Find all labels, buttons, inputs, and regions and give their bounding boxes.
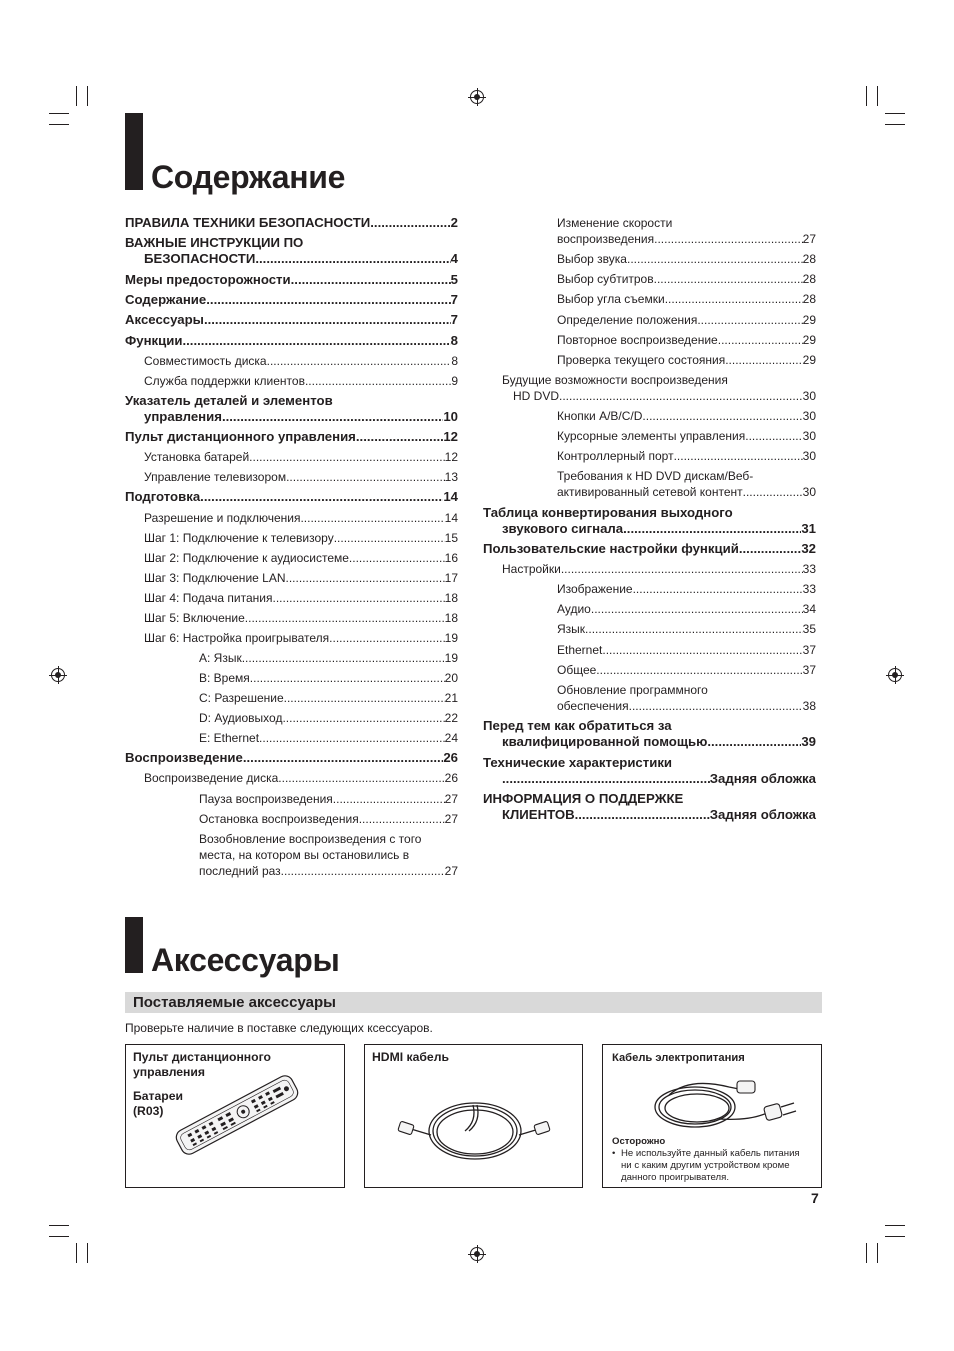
toc-entry[interactable]: [483, 541, 816, 557]
crop-mark: [877, 86, 878, 106]
toc-entry[interactable]: [125, 429, 458, 445]
toc-entry[interactable]: [199, 730, 458, 746]
page-title: Содержание: [151, 159, 346, 195]
toc-entry-title: квалифицированной помощью: [502, 734, 708, 749]
subsection-header: [125, 992, 822, 1013]
crop-mark: [885, 124, 905, 125]
remote-label-line1: Пульт дистанционного: [133, 1050, 271, 1064]
toc-entry[interactable]: [144, 610, 458, 626]
toc-page-number: 32: [801, 541, 816, 556]
crop-mark: [885, 113, 905, 114]
toc-entry[interactable]: [557, 621, 816, 637]
toc-page-number: 24: [444, 731, 458, 745]
toc-page-number: 37: [802, 663, 816, 677]
toc-leader-dots: [575, 807, 710, 823]
registration-mark-icon: [888, 668, 902, 682]
toc-page-number: 12: [444, 450, 458, 464]
toc-entry-text: Изменение скорости: [557, 216, 673, 230]
toc-entry[interactable]: [557, 352, 816, 368]
toc-entry[interactable]: [502, 807, 816, 823]
toc-page-number: 5: [450, 272, 458, 287]
toc-page-number: 18: [444, 611, 458, 625]
toc-entry-title: Определение положения: [557, 313, 698, 327]
toc-entry[interactable]: [557, 271, 816, 287]
toc-entry-title: Установка батарей: [144, 450, 250, 464]
toc-page-number: 21: [444, 691, 458, 705]
toc-page-number: 30: [802, 429, 816, 443]
toc-entry-title: активированный сетевой контент: [557, 485, 743, 499]
toc-entry[interactable]: [125, 292, 458, 308]
toc-entry[interactable]: [502, 734, 816, 750]
toc-entry[interactable]: [557, 484, 816, 500]
toc-entry-text: Будущие возможности воспроизведения: [502, 373, 728, 387]
toc-entry[interactable]: [125, 750, 458, 766]
toc-entry[interactable]: [199, 670, 458, 686]
toc-entry-text: ИНФОРМАЦИЯ О ПОДДЕРЖКЕ: [483, 791, 684, 806]
registration-mark-icon: [470, 1247, 484, 1261]
crop-mark: [76, 86, 77, 106]
toc-entry[interactable]: [125, 272, 458, 288]
toc-leader-dots: [559, 388, 803, 404]
toc-entry-title: БЕЗОПАСНОСТИ: [144, 251, 256, 266]
toc-page-number: 30: [802, 389, 816, 403]
toc-leader-dots: [654, 271, 803, 287]
toc-entry[interactable]: [144, 570, 458, 586]
toc-leader-dots: [267, 353, 452, 369]
toc-page-number: 7: [450, 292, 458, 307]
toc-entry[interactable]: [144, 550, 458, 566]
toc-entry-title: Проверка текущего состояния: [557, 353, 726, 367]
toc-page-number: 8: [451, 354, 458, 368]
toc-page-number: 35: [802, 622, 816, 636]
crop-mark: [885, 1225, 905, 1226]
toc-entry-title: Курсорные элементы управления: [557, 429, 746, 443]
crop-mark: [76, 1243, 77, 1263]
toc-leader-dots: [204, 312, 451, 328]
toc-entry-title: Аксессуары: [125, 312, 204, 327]
toc-entry-title: Воспроизведение: [125, 750, 243, 765]
crop-mark: [866, 1243, 867, 1263]
toc-entry[interactable]: [557, 448, 816, 464]
toc-entry-title: Выбор угла съемки: [557, 292, 665, 306]
toc-page-number: 38: [802, 699, 816, 713]
toc-leader-dots: [291, 272, 451, 288]
toc-entry-title: Служба поддержки клиентов: [144, 374, 305, 388]
toc-leader-dots: [359, 811, 445, 827]
toc-page-number: 30: [802, 449, 816, 463]
toc-entry[interactable]: [513, 388, 816, 404]
toc-entry-title: A: Язык: [199, 651, 242, 665]
power-cable-icon: [649, 1069, 799, 1135]
toc-leader-dots: [633, 581, 803, 597]
batteries-label-line2: (R03): [133, 1104, 164, 1118]
registration-mark-icon: [470, 90, 484, 104]
toc-leader-dots: [697, 312, 802, 328]
toc-entry-title: D: Аудиовыход: [199, 711, 283, 725]
toc-entry-title: ПРАВИЛА ТЕХНИКИ БЕЗОПАСНОСТИ: [125, 215, 371, 230]
toc-page-number: 20: [444, 671, 458, 685]
toc-entry-title: Шаг 3: Подключение LAN: [144, 571, 286, 585]
hdmi-cable-icon: [395, 1085, 555, 1175]
toc-page-number: 14: [444, 511, 458, 525]
toc-page-number: 4: [450, 251, 458, 266]
toc-leader-dots: [627, 251, 803, 267]
crop-mark: [866, 86, 867, 106]
toc-page-number: 28: [802, 272, 816, 286]
toc-page-number: 27: [802, 232, 816, 246]
toc-entry-text: Требования к HD DVD дискам/Веб-: [557, 469, 754, 483]
toc-page-number: 28: [802, 292, 816, 306]
toc-leader-dots: [305, 373, 451, 389]
toc-page-number: 19: [444, 651, 458, 665]
subsection-title: Поставляемые аксессуары: [133, 994, 336, 1011]
toc-page-number: 16: [444, 551, 458, 565]
toc-entry[interactable]: [557, 698, 816, 714]
crop-mark: [49, 113, 69, 114]
toc-entry[interactable]: [557, 408, 816, 424]
toc-page-number: 17: [444, 571, 458, 585]
toc-leader-dots: [286, 469, 445, 485]
toc-leader-dots: [281, 863, 445, 879]
toc-entry[interactable]: [502, 771, 816, 787]
toc-page-number: Задняя обложка: [709, 771, 816, 786]
intro-text: Проверьте наличие в поставке следующих ксессуаров.: [125, 1021, 433, 1035]
toc-leader-dots: [243, 750, 443, 766]
toc-entry[interactable]: [557, 251, 816, 267]
toc-entry-title: HD DVD: [513, 389, 560, 403]
toc-leader-dots: [725, 352, 802, 368]
toc-entry-title: C: Разрешение: [199, 691, 284, 705]
toc-leader-dots: [245, 610, 445, 626]
toc-entry[interactable]: [144, 251, 458, 267]
toc-page-number: 26: [443, 750, 458, 765]
hdmi-label: HDMI кабель: [372, 1050, 449, 1064]
toc-leader-dots: [596, 662, 802, 678]
heading-bar: [125, 917, 143, 973]
toc-entry-title: Настройки: [502, 562, 561, 576]
toc-leader-dots: [249, 449, 444, 465]
batteries-label-line1: Батареи: [133, 1089, 183, 1103]
toc-leader-dots: [602, 642, 802, 658]
toc-leader-dots: [329, 630, 444, 646]
toc-entry-title: обеспечения: [557, 699, 629, 713]
remote-label-line2: управления: [133, 1065, 206, 1079]
toc-leader-dots: [642, 408, 802, 424]
toc-page-number: 22: [444, 711, 458, 725]
toc-leader-dots: [333, 791, 445, 807]
crop-mark: [877, 1243, 878, 1263]
crop-mark: [49, 1236, 69, 1237]
toc-entry[interactable]: [557, 291, 816, 307]
toc-page-number: 2: [450, 215, 458, 230]
toc-page-number: 9: [451, 374, 458, 388]
toc-leader-dots: [200, 489, 443, 505]
toc-page-number: 30: [802, 485, 816, 499]
toc-entry-title: Выбор субтитров: [557, 272, 654, 286]
toc-entry-text: Таблица конвертирования выходного: [483, 505, 733, 520]
toc-leader-dots: [739, 541, 802, 557]
crop-mark: [885, 1236, 905, 1237]
toc-leader-dots: [585, 621, 803, 637]
power-cable-label: Кабель электропитания: [612, 1052, 745, 1064]
toc-entry[interactable]: [557, 428, 816, 444]
toc-entry-title: воспроизведения: [557, 232, 655, 246]
toc-entry[interactable]: [144, 449, 458, 465]
toc-page-number: 7: [450, 312, 458, 327]
remote-control-icon: [170, 1073, 304, 1157]
caution-line1: Не используйте данный кабель питания: [621, 1148, 800, 1159]
toc-entry-title: Язык: [557, 622, 586, 636]
caution-line3: данного проигрывателя.: [621, 1172, 729, 1183]
toc-page-number: 27: [444, 864, 458, 878]
heading-bar: [125, 113, 143, 190]
toc-page-number: 39: [801, 734, 816, 749]
toc-page-number: 12: [443, 429, 458, 444]
toc-leader-dots: [629, 698, 803, 714]
toc-entry[interactable]: [557, 231, 816, 247]
toc-entry[interactable]: [557, 642, 816, 658]
toc-page-number: 29: [802, 333, 816, 347]
toc-leader-dots: [370, 215, 450, 231]
registration-mark-icon: [51, 668, 65, 682]
toc-entry-title: Аудио: [557, 602, 591, 616]
toc-entry-title: Ethernet: [557, 643, 603, 657]
toc-entry-title: Остановка воспроизведения: [199, 812, 359, 826]
power-cable-box: [602, 1044, 822, 1188]
toc-entry-title: Шаг 6: Настройка проигрывателя: [144, 631, 330, 645]
toc-leader-dots: [349, 550, 445, 566]
crop-mark: [87, 86, 88, 106]
section-title: Аксессуары: [151, 942, 340, 978]
toc-entry-title: Шаг 4: Подача питания: [144, 591, 273, 605]
toc-entry-title: Кнопки A/B/C/D: [557, 409, 643, 423]
toc-page-number: 31: [801, 521, 816, 536]
toc-leader-dots: [206, 292, 450, 308]
toc-entry-text: Перед тем как обратиться за: [483, 718, 672, 733]
toc-page-number: Задняя обложка: [709, 807, 816, 822]
toc-entry-title: E: Ethernet: [199, 731, 260, 745]
toc-entry[interactable]: [144, 630, 458, 646]
toc-leader-dots: [284, 690, 445, 706]
toc-entry[interactable]: [557, 312, 816, 328]
hdmi-cable-box: [364, 1044, 583, 1188]
toc-leader-dots: [674, 448, 803, 464]
toc-page-number: 10: [443, 409, 458, 424]
toc-leader-dots: [502, 771, 710, 787]
toc-entry[interactable]: [125, 333, 458, 349]
toc-page-number: 8: [450, 333, 458, 348]
toc-leader-dots: [259, 730, 445, 746]
toc-entry[interactable]: [199, 791, 458, 807]
toc-page-number: 29: [802, 313, 816, 327]
toc-entry[interactable]: [199, 811, 458, 827]
toc-leader-dots: [250, 670, 445, 686]
toc-page-number: 33: [802, 562, 816, 576]
toc-leader-dots: [623, 521, 801, 537]
toc-entry-text: Технические характеристики: [483, 755, 673, 770]
toc-entry-title: Выбор звука: [557, 252, 627, 266]
toc-entry-text: Обновление программного: [557, 683, 708, 697]
caution-line2: ни с каким другим устройством кроме: [621, 1160, 790, 1171]
toc-entry[interactable]: [144, 353, 458, 369]
toc-entry-title: Пауза воспроизведения: [199, 792, 333, 806]
toc-leader-dots: [278, 770, 444, 786]
toc-entry-title: Повторное воспроизведение: [557, 333, 718, 347]
toc-leader-dots: [745, 428, 802, 444]
toc-leader-dots: [654, 231, 803, 247]
toc-entry-title: Шаг 5: Включение: [144, 611, 245, 625]
toc-entry[interactable]: [144, 510, 458, 526]
toc-entry-title: Управление телевизором: [144, 470, 287, 484]
toc-page-number: 13: [444, 470, 458, 484]
toc-entry-title: Меры предосторожности: [125, 272, 291, 287]
toc-leader-dots: [591, 601, 803, 617]
toc-entry[interactable]: [144, 373, 458, 389]
toc-page-number: 14: [443, 489, 458, 504]
toc-page-number: 15: [444, 531, 458, 545]
toc-leader-dots: [273, 590, 445, 606]
toc-entry[interactable]: [557, 581, 816, 597]
toc-page-number: 26: [444, 771, 458, 785]
toc-entry-title: Разрешение и подключения: [144, 511, 301, 525]
toc-entry-title: Воспроизведение диска: [144, 771, 279, 785]
toc-entry[interactable]: [502, 521, 816, 537]
toc-entry-text: места, на котором вы остановились в: [199, 848, 410, 862]
toc-entry-title: Содержание: [125, 292, 207, 307]
toc-entry[interactable]: [144, 770, 458, 786]
toc-entry[interactable]: [199, 863, 458, 879]
toc-entry[interactable]: [144, 530, 458, 546]
toc-entry[interactable]: [144, 469, 458, 485]
toc-entry[interactable]: [199, 710, 458, 726]
toc-entry-title: Контроллерный порт: [557, 449, 674, 463]
toc-entry-title: Пульт дистанционного управления: [125, 429, 356, 444]
toc-leader-dots: [242, 650, 445, 666]
toc-leader-dots: [718, 332, 803, 348]
caution-title: Осторожно: [612, 1136, 666, 1147]
toc-leader-dots: [743, 484, 803, 500]
toc-entry[interactable]: [557, 601, 816, 617]
toc-leader-dots: [707, 734, 801, 750]
toc-entry-title: звукового сигнала: [502, 521, 624, 536]
toc-entry-title: Общее: [557, 663, 597, 677]
toc-entry-title: Подготовка: [125, 489, 201, 504]
toc-entry-text: ВАЖНЫЕ ИНСТРУКЦИИ ПО: [125, 235, 304, 250]
toc-entry-title: управления: [144, 409, 222, 424]
toc-entry-title: B: Время: [199, 671, 250, 685]
toc-page-number: 29: [802, 353, 816, 367]
toc-page-number: 34: [802, 602, 816, 616]
toc-page-number: 37: [802, 643, 816, 657]
toc-page-number: 30: [802, 409, 816, 423]
toc-leader-dots: [222, 409, 443, 425]
bullet-icon: •: [612, 1148, 616, 1159]
toc-entry[interactable]: [125, 312, 458, 328]
toc-leader-dots: [182, 333, 450, 349]
toc-leader-dots: [561, 561, 803, 577]
toc-page-number: 18: [444, 591, 458, 605]
toc-entry-title: последний раз: [199, 864, 281, 878]
toc-page-number: 28: [802, 252, 816, 266]
toc-page-number: 19: [444, 631, 458, 645]
toc-leader-dots: [282, 710, 444, 726]
crop-mark: [49, 1225, 69, 1226]
toc-page-number: 27: [444, 792, 458, 806]
toc-page-number: 33: [802, 582, 816, 596]
toc-entry-title: Совместимость диска: [144, 354, 267, 368]
toc-entry[interactable]: [502, 561, 816, 577]
toc-entry-title: КЛИЕНТОВ: [502, 807, 575, 822]
toc-entry[interactable]: [557, 662, 816, 678]
toc-leader-dots: [334, 530, 445, 546]
toc-leader-dots: [665, 291, 803, 307]
toc-entry-title: Изображение: [557, 582, 633, 596]
crop-mark: [87, 1243, 88, 1263]
page-number: 7: [811, 1190, 819, 1206]
toc-leader-dots: [300, 510, 444, 526]
toc-page-number: 27: [444, 812, 458, 826]
toc-leader-dots: [255, 251, 450, 267]
crop-mark: [49, 124, 69, 125]
toc-entry[interactable]: [144, 409, 458, 425]
toc-entry[interactable]: [199, 650, 458, 666]
toc-entry-title: Шаг 1: Подключение к телевизору: [144, 531, 334, 545]
toc-entry-text: Указатель деталей и элементов: [125, 393, 333, 408]
toc-entry-title: Шаг 2: Подключение к аудиосистеме: [144, 551, 349, 565]
toc-leader-dots: [286, 570, 445, 586]
toc-entry-title: Пользовательские настройки функций: [483, 541, 739, 556]
remote-control-box: [125, 1044, 345, 1188]
toc-leader-dots: [356, 429, 443, 445]
toc-entry[interactable]: [199, 690, 458, 706]
toc-entry[interactable]: [125, 489, 458, 505]
toc-entry[interactable]: [144, 590, 458, 606]
toc-entry-text: Возобновление воспроизведения с того: [199, 832, 422, 846]
toc-entry-title: Функции: [125, 333, 183, 348]
toc-entry[interactable]: [557, 332, 816, 348]
toc-entry[interactable]: [125, 215, 458, 231]
